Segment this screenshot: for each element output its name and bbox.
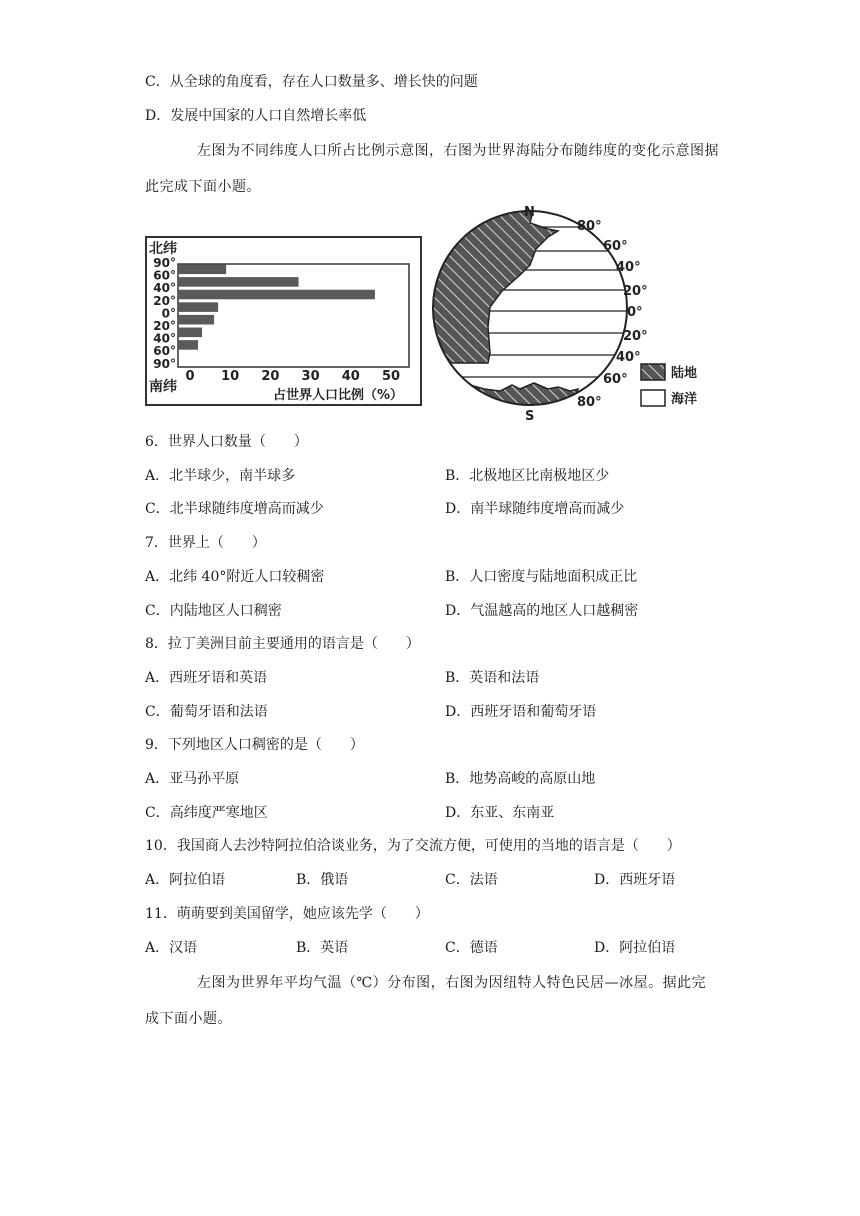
question-stem-6: 6．世界人口数量（ ）: [145, 434, 308, 450]
x-tick-label: 0: [185, 369, 195, 384]
y-tick-label: 20°: [153, 319, 176, 333]
land-north-shape: [430, 203, 558, 363]
option-8-b[interactable]: B．英语和法语: [445, 669, 540, 686]
option-7-b[interactable]: B．人口密度与陆地面积成正比: [445, 568, 638, 585]
question-stem-8: 8．拉丁美洲目前主要通用的语言是（ ）: [145, 636, 420, 653]
question-stem-10: 10．我国商人去沙特阿拉伯洽谈业务，为了交流方便，可使用的当地的语言是（ ）: [145, 838, 681, 855]
option-6-b[interactable]: B．北极地区比南极地区少: [445, 467, 610, 484]
land-antarctica-shape: [470, 383, 578, 413]
option-7-d[interactable]: D．气温越高的地区人口越稠密: [445, 602, 639, 619]
option-9-d[interactable]: D．东亚、东南亚: [445, 804, 555, 821]
x-axis-label: 占世界人口比例（%）: [272, 388, 403, 403]
y-tick-label: 90°: [153, 256, 176, 270]
bar-60°N-90°N: [178, 265, 226, 275]
lat-label-40s: 40°: [616, 350, 641, 365]
south-latitude-label: 南纬: [149, 379, 177, 395]
option-11-b[interactable]: B．英语: [296, 939, 349, 956]
legend-land-label: 陆地: [671, 366, 698, 381]
option-7-a[interactable]: A．北纬 40°附近人口较稠密: [145, 568, 325, 585]
lat-label-80n: 80°: [577, 219, 602, 234]
option-8-a[interactable]: A．西班牙语和英语: [145, 669, 268, 686]
option-8-d[interactable]: D．西班牙语和葡萄牙语: [445, 703, 597, 720]
option-9-c[interactable]: C．高纬度严寒地区: [145, 804, 268, 821]
lat-label-20s: 20°: [623, 329, 648, 344]
globe-latitude-labels: [577, 219, 648, 410]
lat-label-40n: 40°: [616, 260, 641, 275]
lat-label-0: 0°: [627, 305, 643, 320]
legend-ocean-label: 海洋: [671, 392, 698, 407]
y-tick-label: 90°: [153, 356, 176, 371]
option-11-c[interactable]: C．德语: [445, 939, 498, 956]
option-c-prev: C．从全球的角度看，存在人口数量多、增长快的问题: [145, 74, 478, 90]
lat-label-60n: 60°: [603, 239, 628, 254]
north-latitude-label: 北纬: [149, 241, 177, 257]
land-sea-globe-diagram: [430, 203, 720, 425]
y-tick-label: 40°: [153, 331, 176, 346]
legend-land-swatch: [641, 364, 665, 380]
bar-20°S-40°S: [178, 328, 202, 338]
lat-label-60s: 60°: [603, 372, 628, 387]
y-tick-label: 0°: [161, 306, 176, 321]
legend: [641, 364, 697, 407]
bar-0°-20°N: [178, 302, 218, 312]
question-stem-9: 9．下列地区人口稠密的是（ ）: [145, 737, 364, 754]
x-tick-label: 20: [261, 369, 280, 384]
question-stem-7: 7．世界上（ ）: [145, 535, 266, 552]
south-pole-label: S: [525, 409, 535, 424]
lat-label-80s: 80°: [577, 395, 602, 410]
option-8-c[interactable]: C．葡萄牙语和法语: [145, 703, 268, 720]
bar-40°S-60°S: [178, 340, 198, 350]
north-pole-label: N: [524, 205, 535, 220]
option-10-d[interactable]: D．西班牙语: [594, 872, 676, 889]
option-11-d[interactable]: D．阿拉伯语: [594, 939, 676, 956]
option-d-prev: D．发展中国家的人口自然增长率低: [145, 108, 367, 124]
x-tick-label: 30: [301, 369, 320, 384]
option-9-b[interactable]: B．地势高峻的高原山地: [445, 771, 596, 787]
option-6-c[interactable]: C．北半球随纬度增高而减少: [145, 501, 324, 518]
option-10-b[interactable]: B．俄语: [296, 872, 349, 889]
bar-40°N-60°N: [178, 277, 299, 287]
latitude-population-chart: [145, 236, 423, 408]
option-10-a[interactable]: A．阿拉伯语: [145, 872, 226, 889]
option-9-a[interactable]: A．亚马孙平原: [145, 771, 240, 787]
option-6-a[interactable]: A．北半球少，南半球多: [145, 467, 296, 484]
lat-label-20n: 20°: [623, 284, 648, 299]
x-tick-label: 50: [381, 369, 401, 384]
bar-0°-20°S: [178, 315, 214, 325]
intro-paragraph-2: 左图为世界年平均气温（℃）分布图，右图为因纽特人特色民居—冰屋。据此完成下面小题。: [145, 975, 707, 1027]
option-6-d[interactable]: D．南半球随纬度增高而减少: [445, 501, 625, 518]
option-11-a[interactable]: A．汉语: [145, 939, 198, 956]
y-tick-label: 20°: [153, 293, 176, 308]
question-stem-11: 11．萌萌要到美国留学，她应该先学（ ）: [145, 905, 429, 922]
y-tick-label: 60°: [153, 344, 176, 359]
option-10-c[interactable]: C．法语: [445, 872, 498, 889]
bar-20°N-40°N: [178, 290, 375, 300]
x-tick-label: 40: [341, 369, 360, 384]
legend-ocean-swatch: [641, 390, 665, 406]
y-tick-label: 60°: [153, 268, 176, 283]
option-7-c[interactable]: C．内陆地区人口稠密: [145, 602, 282, 619]
y-tick-label: 40°: [153, 281, 176, 296]
x-tick-label: 10: [221, 369, 240, 384]
intro-paragraph-1: 左图为不同纬度人口所占比例示意图，右图为世界海陆分布随纬度的变化示意图据此完成下面小题。: [145, 143, 719, 195]
